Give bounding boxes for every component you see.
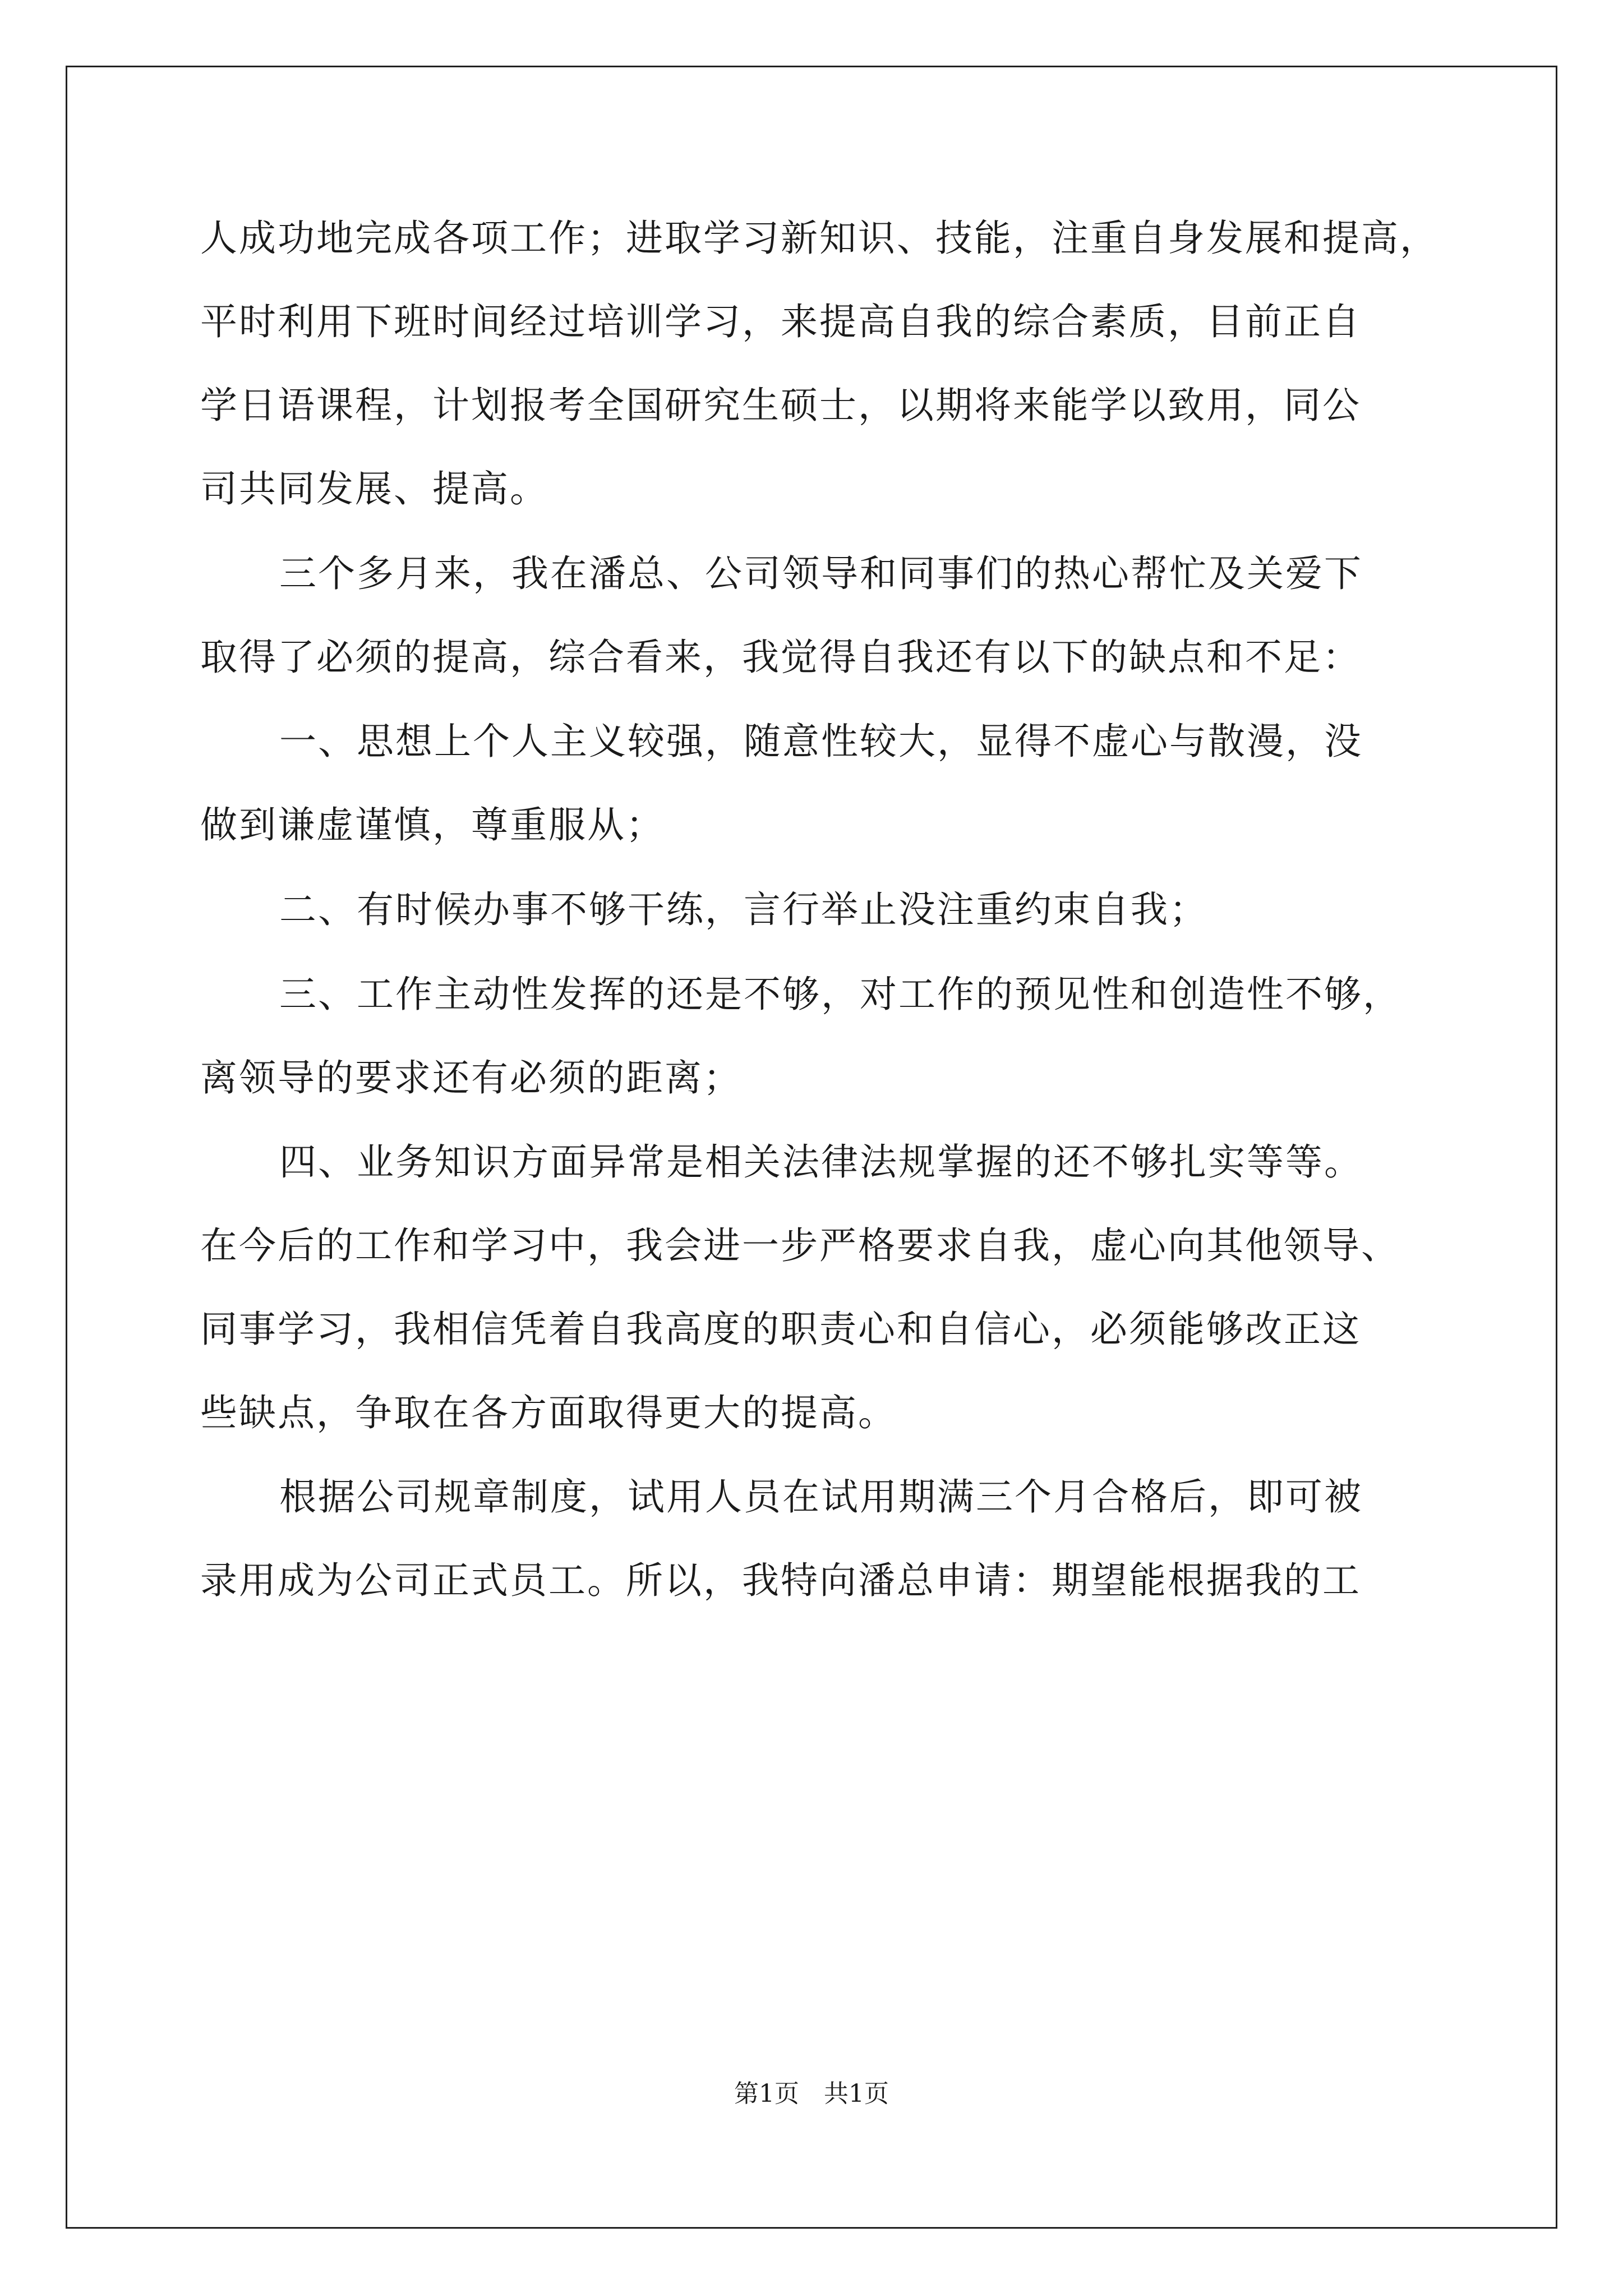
text-line: 些缺点，争取在各方面取得更大的提高。 <box>200 1391 897 1434</box>
text-line: 做到谦虚谨慎，尊重服从； <box>200 803 665 846</box>
text-line: 四、业务知识方面异常是相关法律法规掌握的还不够扎实等等。 <box>279 1140 1363 1184</box>
text-line: 在今后的工作和学习中，我会进一步严格要求自我，虚心向其他领导、 <box>200 1224 1400 1267</box>
text-line: 离领导的要求还有必须的距离； <box>200 1056 742 1099</box>
text-line: 同事学习，我相信凭着自我高度的职责心和自信心，必须能够改正这 <box>200 1308 1361 1351</box>
page-number: 第1页 <box>734 2079 799 2108</box>
text-line: 三个多月来，我在潘总、公司领导和同事们的热心帮忙及关爱下 <box>279 552 1363 595</box>
text-line: 司共同发展、提高。 <box>200 467 548 510</box>
text-line: 取得了必须的提高，综合看来，我觉得自我还有以下的缺点和不足： <box>200 636 1361 679</box>
text-line: 根据公司规章制度，试用人员在试用期满三个月合格后，即可被 <box>279 1475 1363 1519</box>
text-line: 平时利用下班时间经过培训学习，来提高自我的综合素质，目前正自 <box>200 300 1361 343</box>
text-line: 一、思想上个人主义较强，随意性较大，显得不虚心与散漫，没 <box>279 720 1363 763</box>
page-footer <box>0 2078 1623 2110</box>
text-line: 学日语课程，计划报考全国研究生硕士，以期将来能学以致用，同公 <box>200 384 1361 427</box>
text-line: 录用成为公司正式员工。所以，我特向潘总申请：期望能根据我的工 <box>200 1559 1361 1602</box>
text-line: 三、工作主动性发挥的还是不够，对工作的预见性和创造性不够， <box>279 973 1401 1016</box>
page-total: 共1页 <box>824 2079 889 2108</box>
text-line: 人成功地完成各项工作；进取学习新知识、技能，注重自身发展和提高， <box>200 217 1438 260</box>
text-line: 二、有时候办事不够干练，言行举止没注重约束自我； <box>279 888 1208 931</box>
